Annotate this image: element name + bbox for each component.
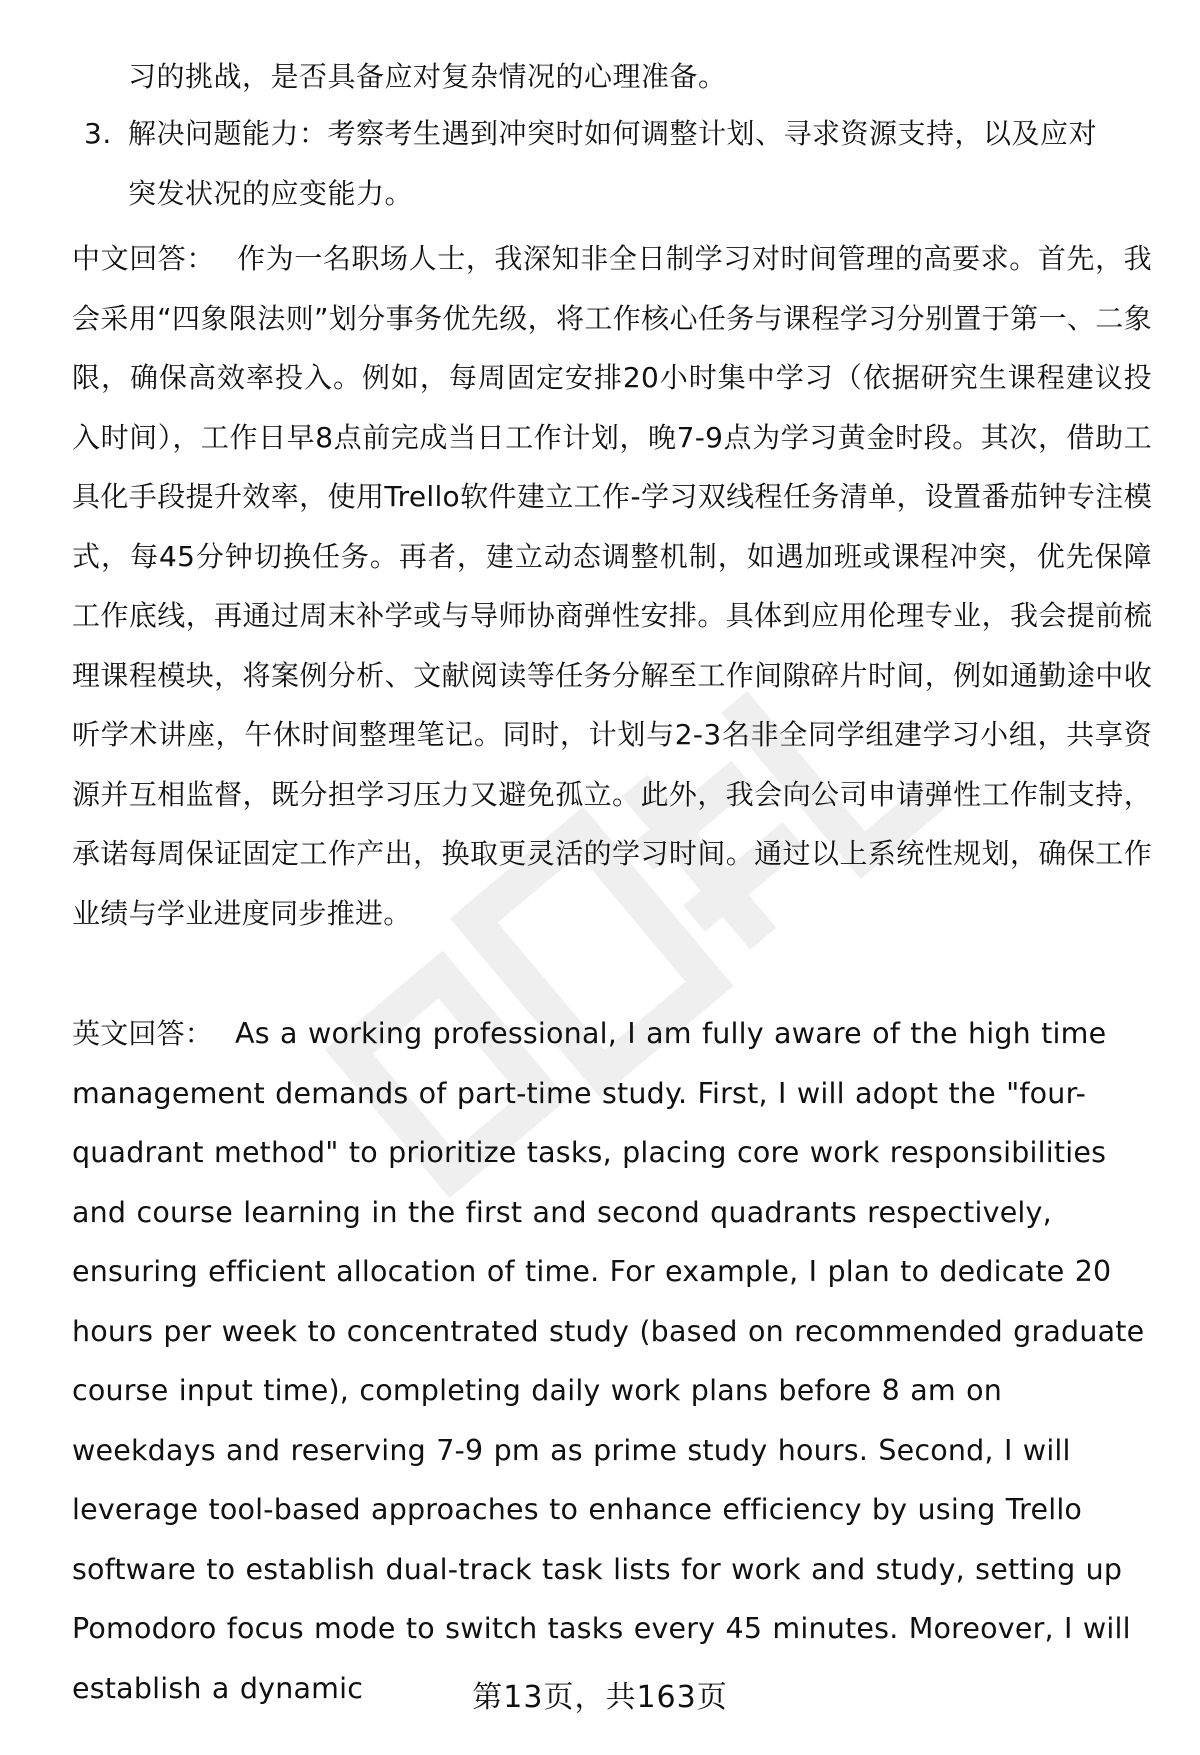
chinese-answer-text: 作为一名职场人士，我深知非全日制学习对时间管理的高要求。首先，我会采用“四象限法则”划分事务优先级，将工作核心任务与课程学习分别置于第一、二象限，确保高效率投入。例如，每周固定安排20小时集中学习（依据研究生课程建议投入时间），工作日早8点前完成当日工作计划，晚7-9点为学习黄金时段。其次，借助工具化手段提升效率，使用Trello软件建立工作-学习双线程任务清单，设置番茄钟专注模式，每45分钟切换任务。再者，建立动态调整机制，如遇加班或课程冲突，优先保障工作底线，再通过周末补学或与导师协商弹性安排。具体到应用伦理专业，我会提前梳理课程模块，将案例分析、文献阅读等任务分解至工作间隙碎片时间，例如通勤途中收听学术讲座，午休时间整理笔记。同时，计划与2-3名非全同学组建学习小组，共享资源并互相监督，既分担学习压力又避免孤立。此外，我会向公司申请弹性工作制支持，承诺每周保证固定工作产出，换取更灵活的学习时间。通过以上系统性规划，确保工作业绩与学业进度同步推进。 xyxy=(72,242,1152,930)
continuation-text xyxy=(128,47,1138,107)
page-footer xyxy=(0,1672,1200,1716)
english-answer-paragraph xyxy=(72,1004,1152,1718)
english-answer-label: 英文回答： xyxy=(72,1017,214,1050)
page-number-label: 第13页，共163页 xyxy=(472,1680,728,1715)
chinese-answer-paragraph xyxy=(72,229,1152,943)
list-item-line-2: 突发状况的应变能力。 xyxy=(128,177,414,210)
list-item-3 xyxy=(72,104,1152,224)
list-number: 3. xyxy=(84,117,112,150)
english-answer-text: As a working professional, I am fully aware of the high time management demands of part-time study. First, I will adopt the "four-quadrant method" to prioritize tasks, placing core work responsibilities and course learning in the first and second quadrants respectively, ensuring efficient allocation of time. For example, I plan to dedicate 20 hours per week to concentrated study (based on recommended graduate course input time), completing daily work plans before 8 am on weekdays and reserving 7-9 pm as prime study hours. Second, I will leverage tool-based approaches to enhance efficiency by using Trello software to establish dual-track task lists for work and study, setting up Pomodoro focus mode to switch tasks every 45 minutes. Moreover, I will establish a dynamic xyxy=(72,1017,1145,1705)
continuation-text-content: 习的挑战，是否具备应对复杂情况的心理准备。 xyxy=(128,60,727,93)
chinese-answer-label: 中文回答： xyxy=(72,242,216,275)
list-item-line-1: 解决问题能力：考察考生遇到冲突时如何调整计划、寻求资源支持，以及应对 xyxy=(128,117,1098,150)
